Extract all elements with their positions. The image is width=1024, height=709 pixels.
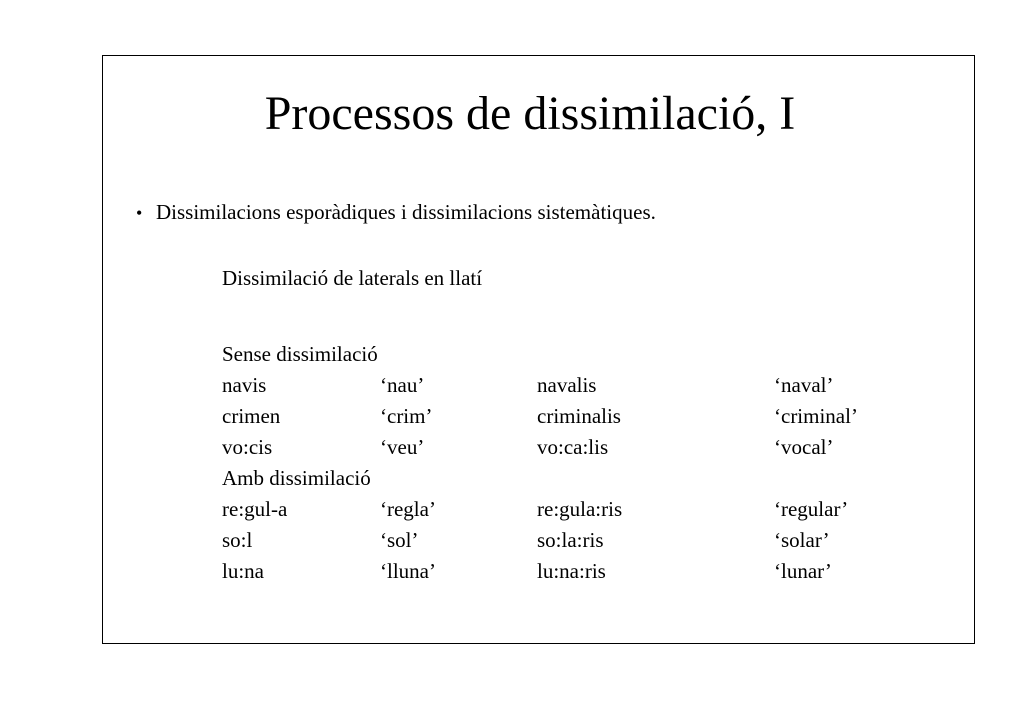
latin-base-form: lu:na <box>222 559 264 583</box>
latin-base-form: navis <box>222 373 267 397</box>
latin-derived-form: criminalis <box>537 404 621 428</box>
table-row <box>222 433 922 463</box>
derived-gloss: ‘vocal’ <box>774 435 834 459</box>
derived-gloss: ‘criminal’ <box>774 404 858 428</box>
derived-gloss: ‘regular’ <box>774 497 849 521</box>
derived-gloss: ‘naval’ <box>774 373 834 397</box>
table-row <box>222 526 922 556</box>
latin-derived-form: lu:na:ris <box>537 559 606 583</box>
table-row <box>222 495 922 525</box>
table-row <box>222 402 922 432</box>
group-label-with-dissimilation: Amb dissimilació <box>222 466 371 490</box>
base-gloss: ‘veu’ <box>380 435 425 459</box>
base-gloss: ‘crim’ <box>380 404 433 428</box>
latin-base-form: re:gul-a <box>222 497 288 521</box>
bullet-item <box>136 198 656 227</box>
bullet-text: Dissimilacions esporàdiques i dissimilacions sistemàtiques. <box>156 200 656 224</box>
base-gloss: ‘regla’ <box>380 497 436 521</box>
derived-gloss: ‘lunar’ <box>774 559 832 583</box>
group-label-without-dissimilation: Sense dissimilació <box>222 342 378 366</box>
base-gloss: ‘nau’ <box>380 373 425 397</box>
latin-base-form: crimen <box>222 404 281 428</box>
latin-base-form: so:l <box>222 528 253 552</box>
latin-derived-form: so:la:ris <box>537 528 604 552</box>
table-row <box>222 371 922 401</box>
slide-title-text: Processos de dissimilació, I <box>264 87 796 140</box>
derived-gloss: ‘solar’ <box>774 528 830 552</box>
latin-derived-form: navalis <box>537 373 597 397</box>
slide-title <box>0 84 1024 144</box>
base-gloss: ‘sol’ <box>380 528 419 552</box>
latin-derived-form: re:gula:ris <box>537 497 623 521</box>
latin-base-form: vo:cis <box>222 435 273 459</box>
section-subheading: Dissimilació de laterals en llatí <box>222 266 483 290</box>
latin-derived-form: vo:ca:lis <box>537 435 609 459</box>
table-row <box>222 557 922 587</box>
bullet-marker: • <box>136 203 143 223</box>
base-gloss: ‘lluna’ <box>380 559 436 583</box>
